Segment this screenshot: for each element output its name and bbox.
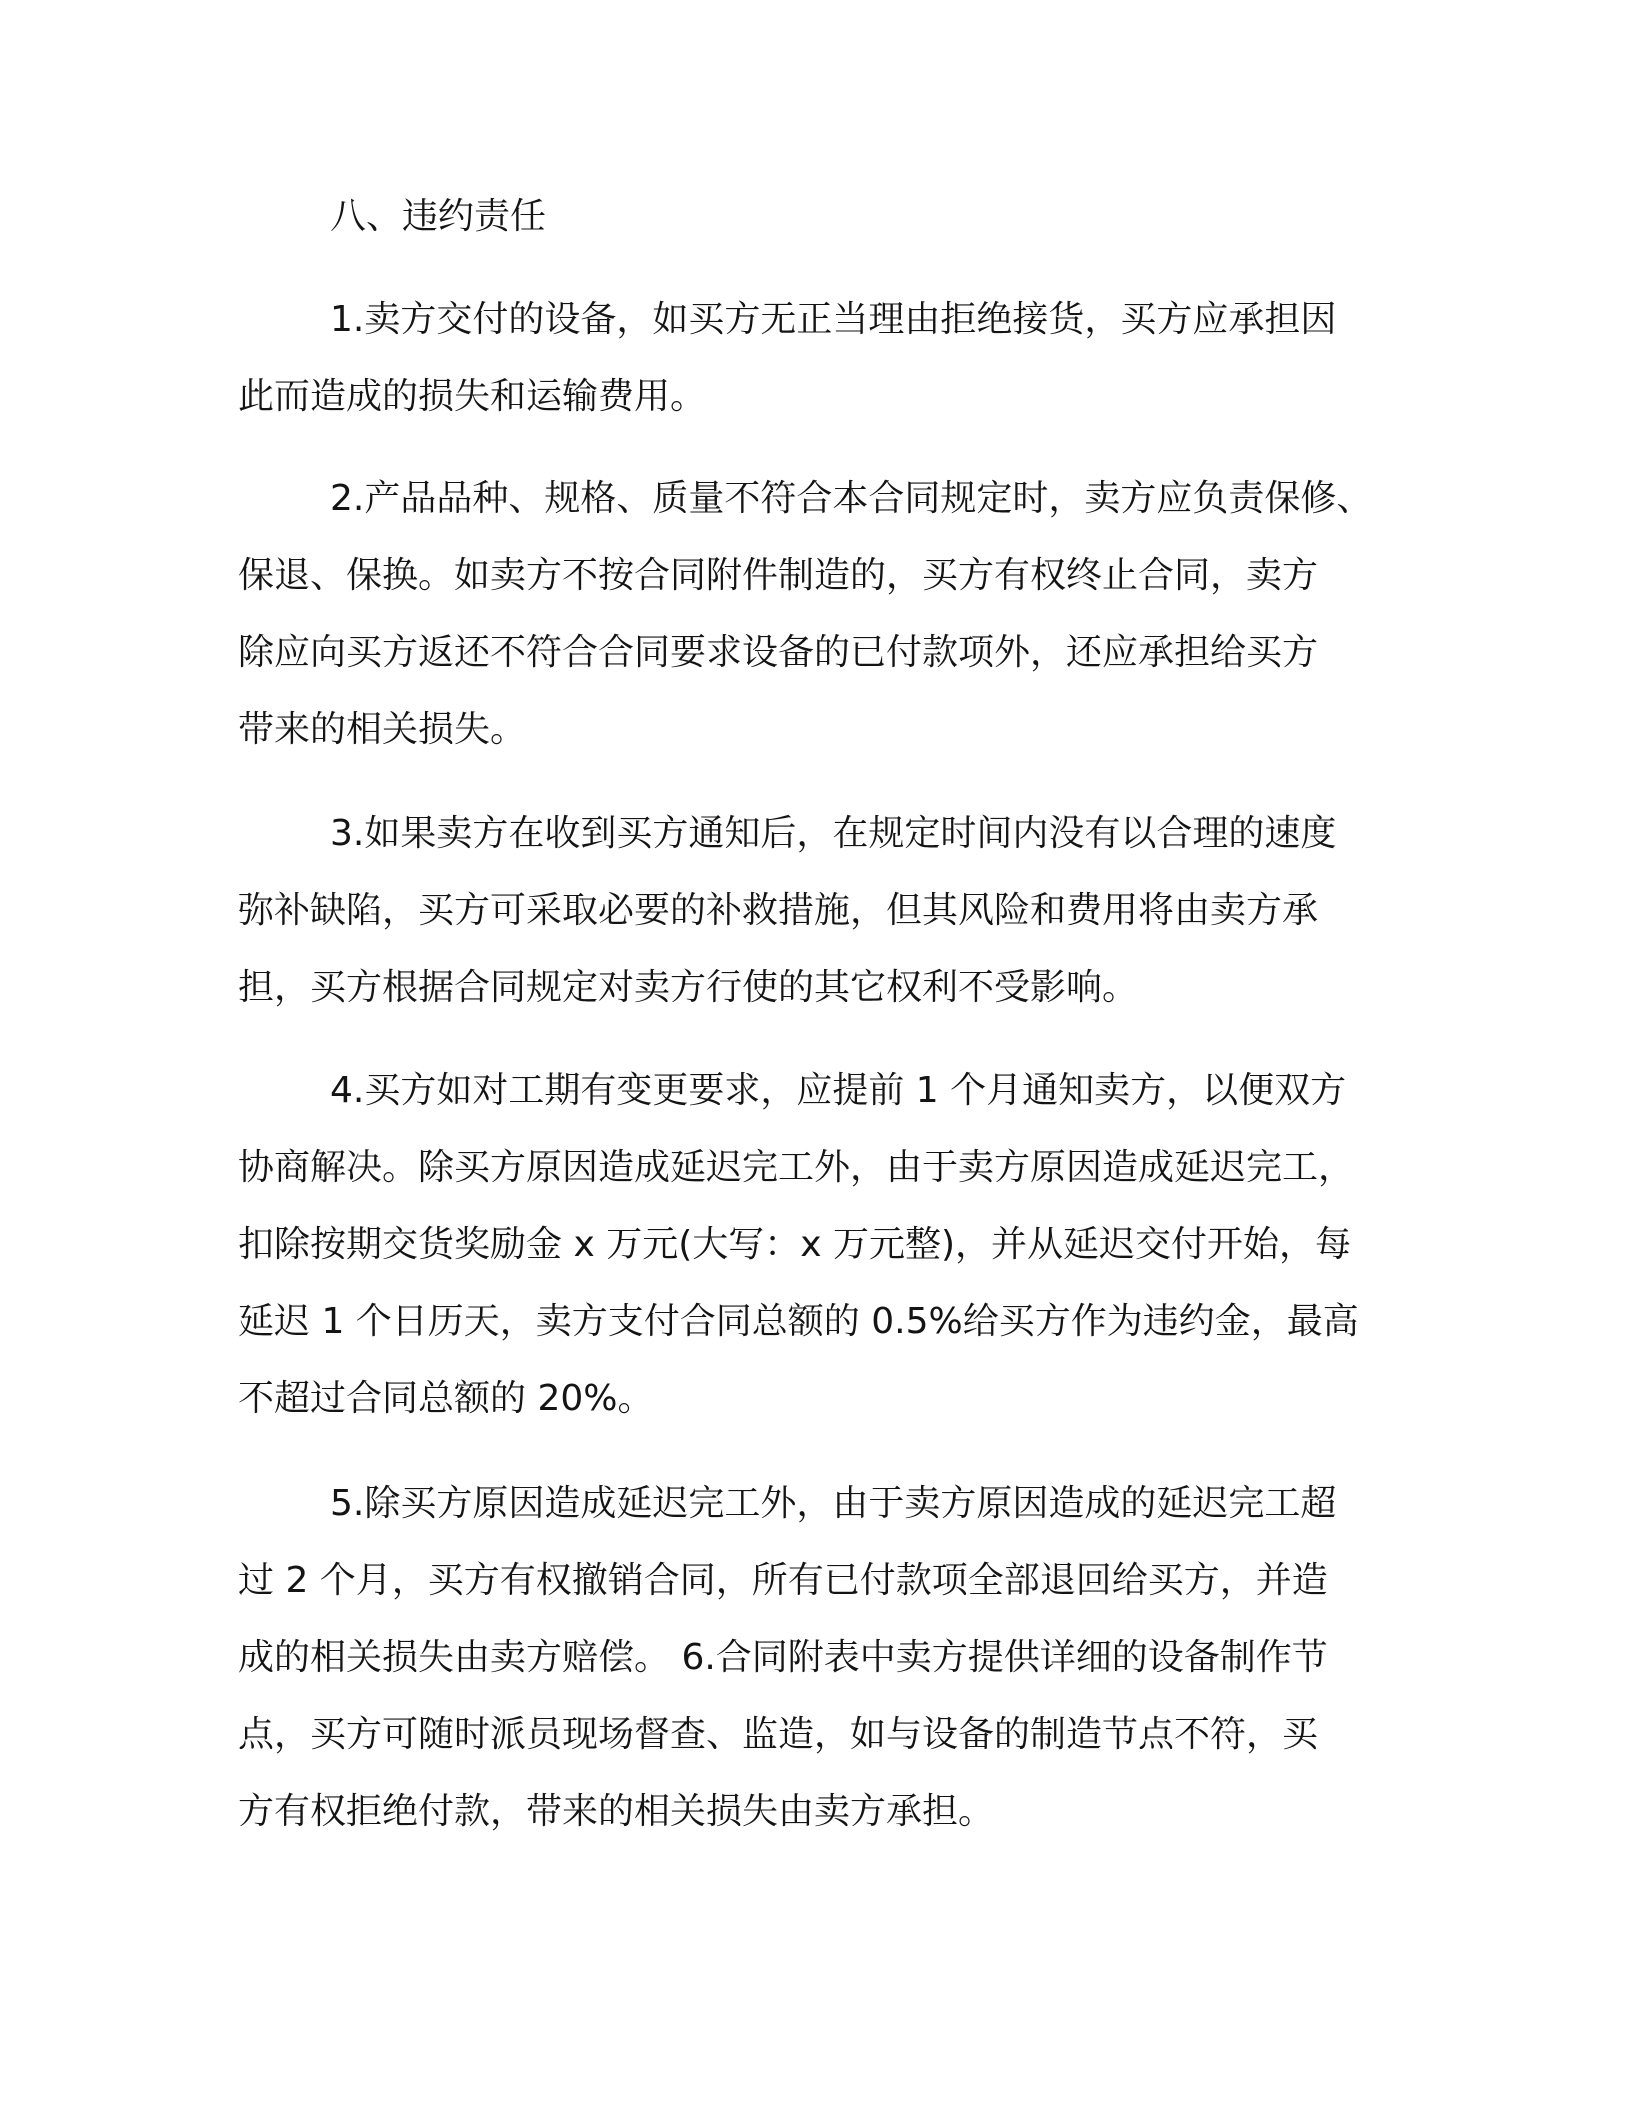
paragraph-line: 弥补缺陷，买方可采取必要的补救措施，但其风险和费用将由卖方承 [238, 890, 1319, 931]
paragraph-line: 1.卖方交付的设备，如买方无正当理由拒绝接货，买方应承担因 [330, 299, 1337, 340]
paragraph-line: 带来的相关损失。 [238, 709, 527, 750]
paragraph-line: 不超过合同总额的 20%。 [238, 1378, 654, 1419]
paragraph-line: 4.买方如对工期有变更要求，应提前 1 个月通知卖方，以便双方 [330, 1070, 1347, 1111]
clause-5-6-paragraph [238, 1465, 1378, 1850]
paragraph-line: 此而造成的损失和运输费用。 [238, 376, 707, 417]
paragraph-line: 2.产品品种、规格、质量不符合本合同规定时，卖方应负责保修、 [330, 478, 1373, 519]
clause-4-paragraph [238, 1052, 1378, 1437]
paragraph-line: 保退、保换。如卖方不按合同附件制造的，买方有权终止合同，卖方 [238, 555, 1319, 596]
paragraph-line: 点，买方可随时派员现场督查、监造，如与设备的制造节点不符，买 [238, 1714, 1319, 1755]
clause-3-paragraph [238, 795, 1378, 1026]
paragraph-line: 除应向买方返还不符合合同要求设备的已付款项外，还应承担给买方 [238, 632, 1319, 673]
paragraph-line: 成的相关损失由卖方赔偿。 6.合同附表中卖方提供详细的设备制作节 [238, 1637, 1328, 1678]
paragraph-line: 担，买方根据合同规定对卖方行使的其它权利不受影响。 [238, 967, 1139, 1008]
paragraph-line: 5.除买方原因造成延迟完工外，由于卖方原因造成的延迟完工超 [330, 1483, 1337, 1524]
paragraph-line: 扣除按期交货奖励金 x 万元(大写：x 万元整)，并从延迟交付开始，每 [238, 1224, 1352, 1265]
section-heading: 八、违约责任 [330, 196, 547, 237]
paragraph-line: 3.如果卖方在收到买方通知后，在规定时间内没有以合理的速度 [330, 813, 1337, 854]
paragraph-line: 延迟 1 个日历天，卖方支付合同总额的 0.5%给买方作为违约金，最高 [238, 1301, 1359, 1342]
clause-1-paragraph [238, 281, 1378, 435]
paragraph-line: 协商解决。除买方原因造成延迟完工外，由于卖方原因造成延迟完工， [238, 1147, 1355, 1188]
clause-2-paragraph [238, 460, 1378, 768]
paragraph-line: 方有权拒绝付款，带来的相关损失由卖方承担。 [238, 1791, 995, 1832]
paragraph-line: 过 2 个月，买方有权撤销合同，所有已付款项全部退回给买方，并造 [238, 1560, 1328, 1601]
